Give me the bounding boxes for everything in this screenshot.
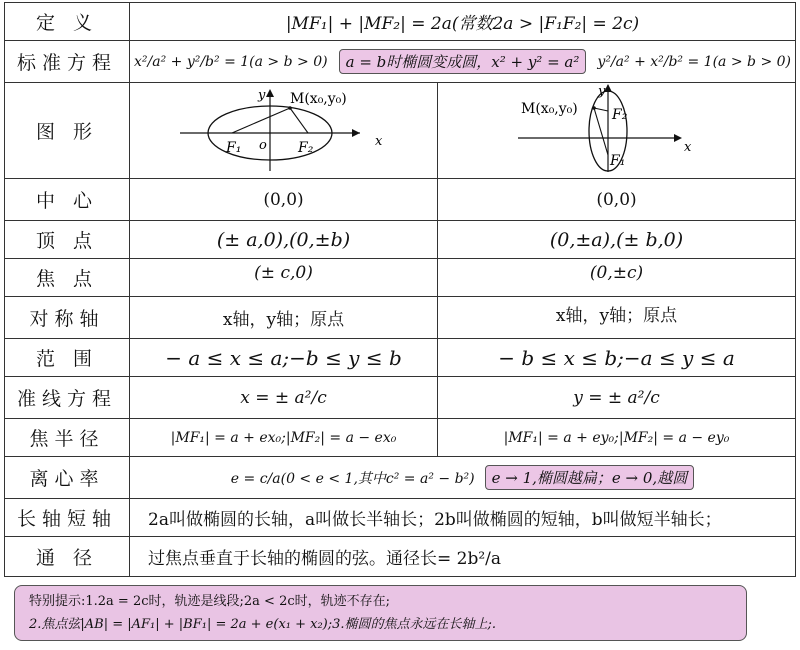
directrix-vertical: y = ± a²/c — [438, 377, 796, 419]
row-label: 定 义 — [5, 3, 130, 41]
row-label: 对称轴 — [5, 297, 130, 339]
row-label: 长轴短轴 — [5, 499, 130, 537]
foci-horizontal: (± c,0) — [130, 259, 438, 297]
origin-label: o — [259, 138, 267, 153]
row-major-minor-axis — [5, 499, 796, 537]
row-graph — [5, 83, 796, 179]
eccentricity-note: e → 1,椭圆越扁；e → 0,越圆 — [485, 465, 695, 490]
point-m-label: M(x₀,y₀) — [521, 101, 578, 117]
row-label: 准线方程 — [5, 377, 130, 419]
center-vertical: (0,0) — [438, 179, 796, 221]
row-directrix — [5, 377, 796, 419]
standard-equation-horizontal: x²/a² + y²/b² = 1(a > b > 0) — [134, 53, 328, 70]
row-definition — [5, 3, 796, 41]
foci-vertical: (0,±c) — [438, 259, 796, 297]
row-label: 焦 点 — [5, 259, 130, 297]
tip-line-1: 特别提示:1.2a = 2c时，轨迹是线段;2a < 2c时，轨迹不存在; — [29, 594, 391, 609]
vertices-vertical: (0,±a),(± b,0) — [438, 221, 796, 259]
tip-line-2: 2.焦点弦|AB| = |AF₁| + |BF₁| = 2a + e(x₁ + x₂);3.椭圆的焦点永远在长轴上;. — [29, 617, 497, 632]
row-symmetry-axis — [5, 297, 796, 339]
definition-text: |MF₁| + |MF₂| = 2a(常数2a > |F₁F₂| = 2c) — [130, 3, 796, 41]
focal-radius-vertical: |MF₁| = a + ey₀;|MF₂| = a − ey₀ — [438, 419, 796, 457]
y-axis-label: y — [258, 88, 266, 103]
row-label: 焦半径 — [5, 419, 130, 457]
row-standard-equation — [5, 41, 796, 83]
row-focal-radius — [5, 419, 796, 457]
row-vertices — [5, 221, 796, 259]
row-latus-rectum — [5, 537, 796, 577]
row-label: 图 形 — [5, 83, 130, 179]
focus-f2-label: F₂ — [612, 107, 628, 123]
row-label: 标准方程 — [5, 41, 130, 83]
horizontal-ellipse-figure — [130, 83, 436, 173]
point-m-label: M(x₀,y₀) — [290, 91, 347, 107]
circle-special-case-note: a = b时椭圆变成圆，x² + y² = a² — [339, 49, 587, 74]
row-range — [5, 339, 796, 377]
directrix-horizontal: x = ± a²/c — [130, 377, 438, 419]
range-horizontal: − a ≤ x ≤ a;−b ≤ y ≤ b — [130, 339, 438, 377]
row-eccentricity — [5, 457, 796, 499]
symmetry-horizontal: x轴，y轴；原点 — [130, 297, 438, 339]
special-tips-box — [14, 585, 747, 641]
row-label: 通 径 — [5, 537, 130, 577]
row-label: 顶 点 — [5, 221, 130, 259]
focus-f1-label: F₁ — [226, 140, 242, 156]
vertical-ellipse-figure — [438, 83, 794, 173]
row-center — [5, 179, 796, 221]
range-vertical: − b ≤ x ≤ b;−a ≤ y ≤ a — [438, 339, 796, 377]
row-label: 中 心 — [5, 179, 130, 221]
ellipse-properties-table — [4, 2, 796, 577]
x-axis-label: x — [684, 140, 692, 155]
axis-definition-text: 2a叫做椭圆的长轴，a叫做长半轴长；2b叫做椭圆的短轴，b叫做短半轴长； — [130, 499, 796, 537]
symmetry-vertical: x轴，y轴；原点 — [438, 297, 796, 339]
row-label: 离心率 — [5, 457, 130, 499]
y-axis-label: y — [598, 84, 606, 99]
center-horizontal: (0,0) — [130, 179, 438, 221]
row-label: 范 围 — [5, 339, 130, 377]
latus-rectum-text: 过焦点垂直于长轴的椭圆的弦。通径长= 2b²/a — [130, 537, 796, 577]
focal-radius-horizontal: |MF₁| = a + ex₀;|MF₂| = a − ex₀ — [130, 419, 438, 457]
row-foci — [5, 259, 796, 297]
eccentricity-formula: e = c/a(0 < e < 1,其中c² = a² − b²) — [230, 470, 475, 487]
focus-f1-label: F₁ — [610, 153, 626, 169]
x-axis-label: x — [375, 134, 383, 149]
vertices-horizontal: (± a,0),(0,±b) — [130, 221, 438, 259]
standard-equation-vertical: y²/a² + x²/b² = 1(a > b > 0) — [597, 53, 791, 70]
focus-f2-label: F₂ — [298, 140, 314, 156]
